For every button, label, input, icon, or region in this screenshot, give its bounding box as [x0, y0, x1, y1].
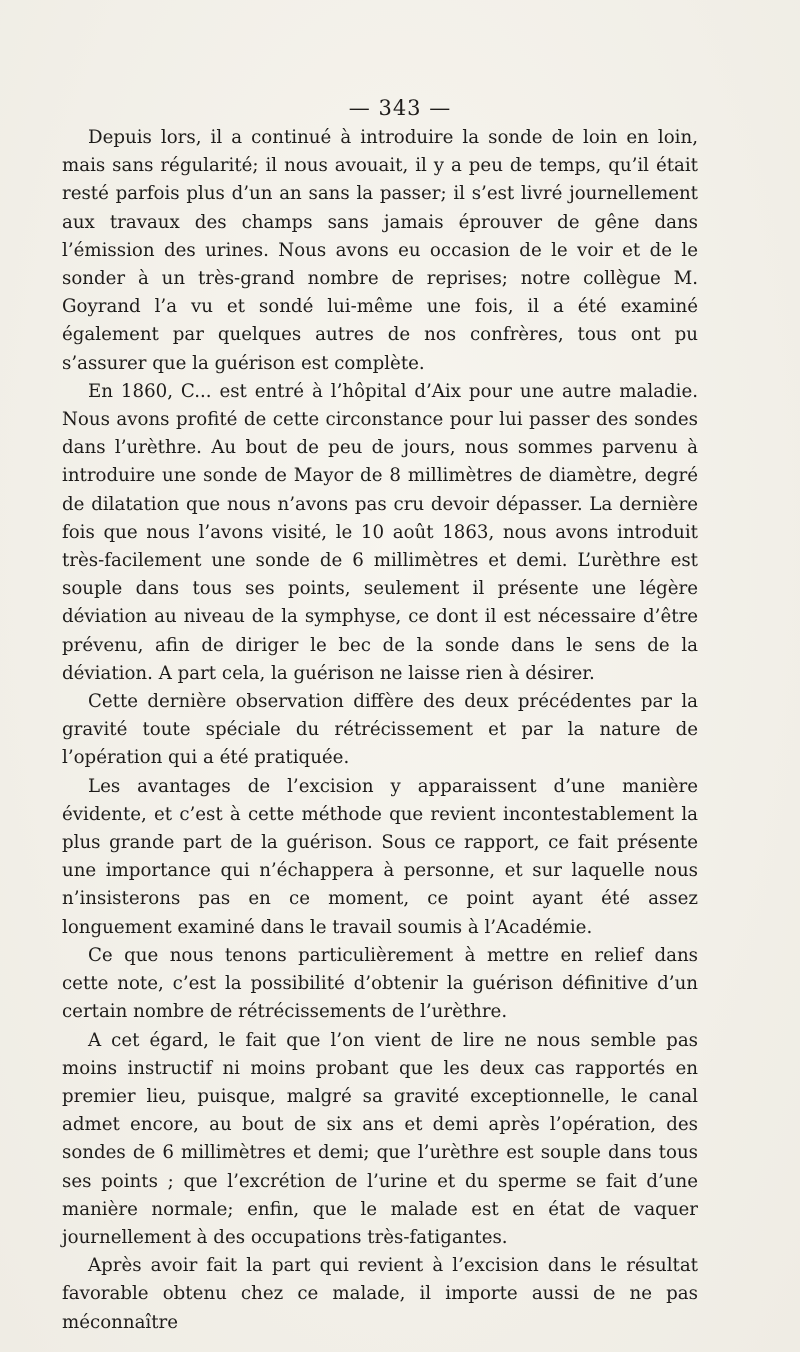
paragraph: Après avoir fait la part qui revient à l’excision dans le résultat favorable obtenu chez ce malade, il importe aussi de ne pas méconnaître [62, 1255, 698, 1333]
paragraph: Les avantages de l’excision y apparaissent d’une manière évidente, et c’est à cette méthode que revient incontestablement la plus grande part de la guérison. Sous ce rapport, ce fait présente une importance qui n’échappera à personne, et sur laquelle nous n’insisterons pas en ce moment, ce point ayant été assez longuement examiné dans le travail soumis à l’Académie. [62, 775, 698, 938]
paragraph: Ce que nous tenons particulièrement à mettre en relief dans cette note, c’est la possibilité d’obtenir la guérison définitive d’un certain nombre de rétrécissements de l’urèthre. [62, 944, 698, 1023]
page-number: — 343 — [348, 96, 452, 120]
paragraph: En 1860, C... est entré à l’hôpital d’Aix pour une autre maladie. Nous avons profité de cette circonstance pour lui passer des sondes dans l’urèthre. Au bout de peu de jours, nous sommes parvenu à introduire une sonde de Mayor de 8 millimètres de diamètre, degré de dilatation que nous n’avons pas cru devoir dépasser. La dernière fois que nous l’avons visité, le 10 août 1863, nous avons introduit très-facilement une sonde de 6 millimètres et demi. L’urèthre est souple dans tous ses points, seulement il présente une légère déviation au niveau de la symphyse, ce dont il est nécessaire d’être prévenu, afin de diriger le bec de la sonde dans le sens de la déviation. A part cela, la guérison ne laisse rien à désirer. [62, 380, 698, 684]
paragraph: A cet égard, le fait que l’on vient de lire ne nous semble pas moins instructif ni moins probant que les deux cas rapportés en premier lieu, puisque, malgré sa gravité exceptionnelle, le canal admet encore, au bout de six ans et demi après l’opération, des sondes de 6 millimètres et demi; que l’urèthre est souple dans tous ses points ; que l’excrétion de l’urine et du sperme se fait d’une manière normale; enfin, que le malade est en état de vaquer journellement à des occupations très-fatigantes. [62, 1029, 698, 1248]
body-text [62, 124, 698, 1337]
paragraph: Cette dernière observation diffère des deux précédentes par la gravité toute spéciale du rétrécissement et par la nature de l’opération qui a été pratiquée. [62, 691, 698, 769]
paragraph: Depuis lors, il a continué à introduire la sonde de loin en loin, mais sans régularité; il nous avouait, il y a peu de temps, qu’il était resté parfois plus d’un an sans la passer; il s’est livré journellement aux travaux des champs sans jamais éprouver de gêne dans l’émission des urines. Nous avons eu occasion de le voir et de le sonder à un très-grand nombre de reprises; notre collègue M. Goyrand l’a vu et sondé lui-même une fois, il a été examiné également par quelques autres de nos confrères, tous ont pu s’assurer que la guérison est complète. [62, 127, 698, 374]
